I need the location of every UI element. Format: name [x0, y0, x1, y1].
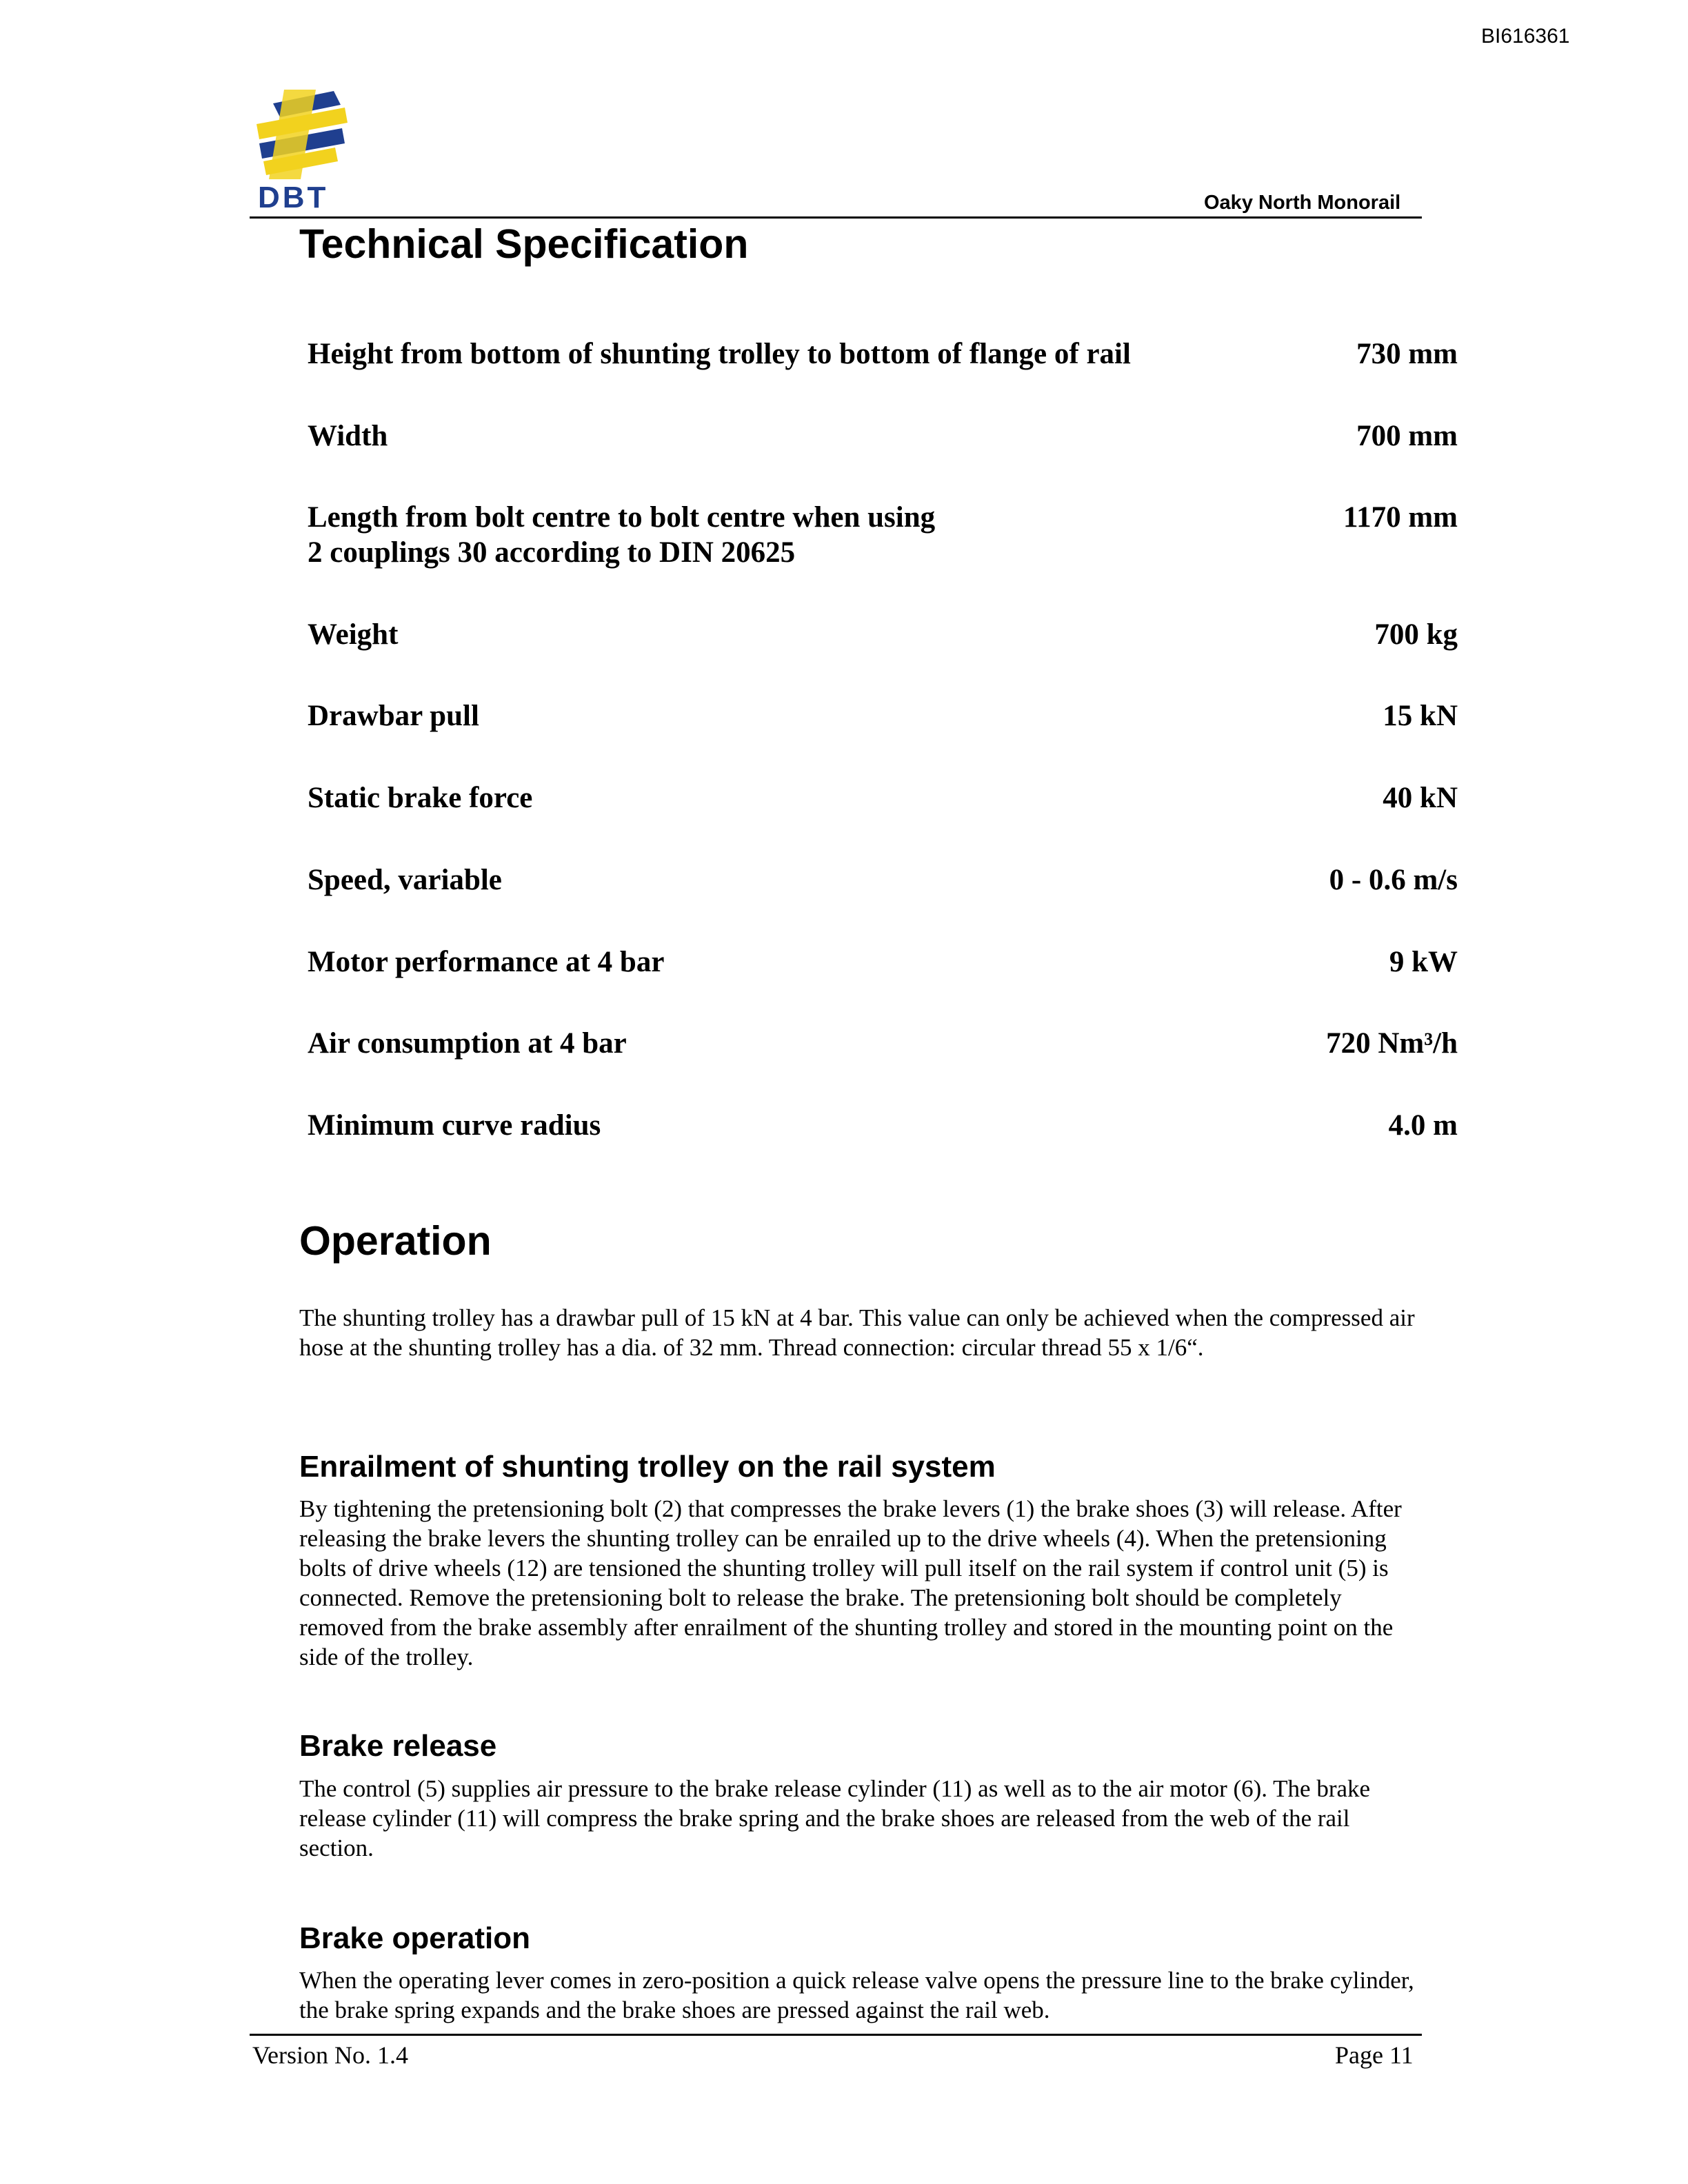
project-title: Oaky North Monorail [1204, 192, 1401, 214]
spec-label-air-consumption: Air consumption at 4 bar [308, 1027, 627, 1060]
spec-value-height: 730 mm [1356, 338, 1458, 370]
spec-value-length: 1170 mm [1343, 501, 1458, 534]
brake-release-heading: Brake release [299, 1729, 497, 1763]
spec-value-air-consumption: 720 Nm³/h [1326, 1027, 1458, 1060]
spec-label-height: Height from bottom of shunting trolley to bottom of flange of rail [308, 338, 1131, 370]
spec-label-width: Width [308, 420, 388, 452]
enrailment-heading: Enrailment of shunting trolley on the rail system [299, 1450, 996, 1484]
document-id: BI616361 [1481, 25, 1570, 48]
spec-value-static-brake-force: 40 kN [1383, 782, 1458, 814]
spec-value-width: 700 mm [1356, 420, 1458, 452]
spec-label-weight: Weight [308, 618, 399, 651]
technical-specification-heading: Technical Specification [299, 221, 749, 267]
spec-label-length-line2: 2 couplings 30 according to DIN 20625 [308, 536, 796, 569]
operation-intro-paragraph: The shunting trolley has a drawbar pull of 15 kN at 4 bar. This value can only be achieved when the compressed air hose at the shunting trolley has a dia. of 32 mm. Thread connection: circular thread 55 x 1/6“. [299, 1304, 1415, 1361]
spec-value-drawbar-pull: 15 kN [1383, 700, 1458, 732]
spec-label-drawbar-pull: Drawbar pull [308, 700, 479, 732]
spec-value-speed: 0 - 0.6 m/s [1329, 864, 1458, 896]
footer-divider [250, 2034, 1422, 2036]
brake-operation-paragraph: When the operating lever comes in zero-position a quick release valve opens the pressure line to the brake cylinder, the brake spring expands and the brake shoes are pressed against the rail web. [299, 1967, 1414, 2023]
version-number: Version No. 1.4 [252, 2041, 408, 2069]
spec-label-static-brake-force: Static brake force [308, 782, 533, 814]
brake-release-paragraph: The control (5) supplies air pressure to the brake release cylinder (11) as well as to the air motor (6). The brake release cylinder (11) will compress the brake spring and the brake shoes are released from the web of the rail section. [299, 1775, 1371, 1861]
page-number: Page 11 [1335, 2041, 1414, 2069]
spec-label-length: Length from bolt centre to bolt centre when using [308, 501, 936, 534]
spec-label-speed: Speed, variable [308, 864, 502, 896]
spec-label-motor-performance: Motor performance at 4 bar [308, 946, 665, 978]
dbt-logo-mark [252, 90, 349, 179]
spec-value-weight: 700 kg [1374, 618, 1458, 651]
enrailment-paragraph: By tightening the pretensioning bolt (2) that compresses the brake levers (1) the brake shoes (3) will release. After releasing the brake levers the shunting trolley can be enrailed up to the drive wheels (4). When the pretensioning bolts of drive wheels (12) are tensioned the shunting trolley will pull itself on the rail system if control unit (5) is connected. Remove the pretensioning bolt to release the brake. The pretensioning bolt should be completely removed from the brake assembly after enrailment of the shunting trolley and stored in the mounting point on the side of the trolley. [299, 1495, 1402, 1670]
brake-operation-heading: Brake operation [299, 1921, 530, 1955]
spec-value-minimum-curve-radius: 4.0 m [1388, 1109, 1458, 1142]
header-divider [250, 216, 1422, 219]
spec-value-motor-performance: 9 kW [1389, 946, 1458, 978]
logo-text: DBT [258, 181, 329, 214]
operation-heading: Operation [299, 1218, 492, 1264]
spec-label-minimum-curve-radius: Minimum curve radius [308, 1109, 601, 1142]
dbt-logo [252, 90, 349, 214]
